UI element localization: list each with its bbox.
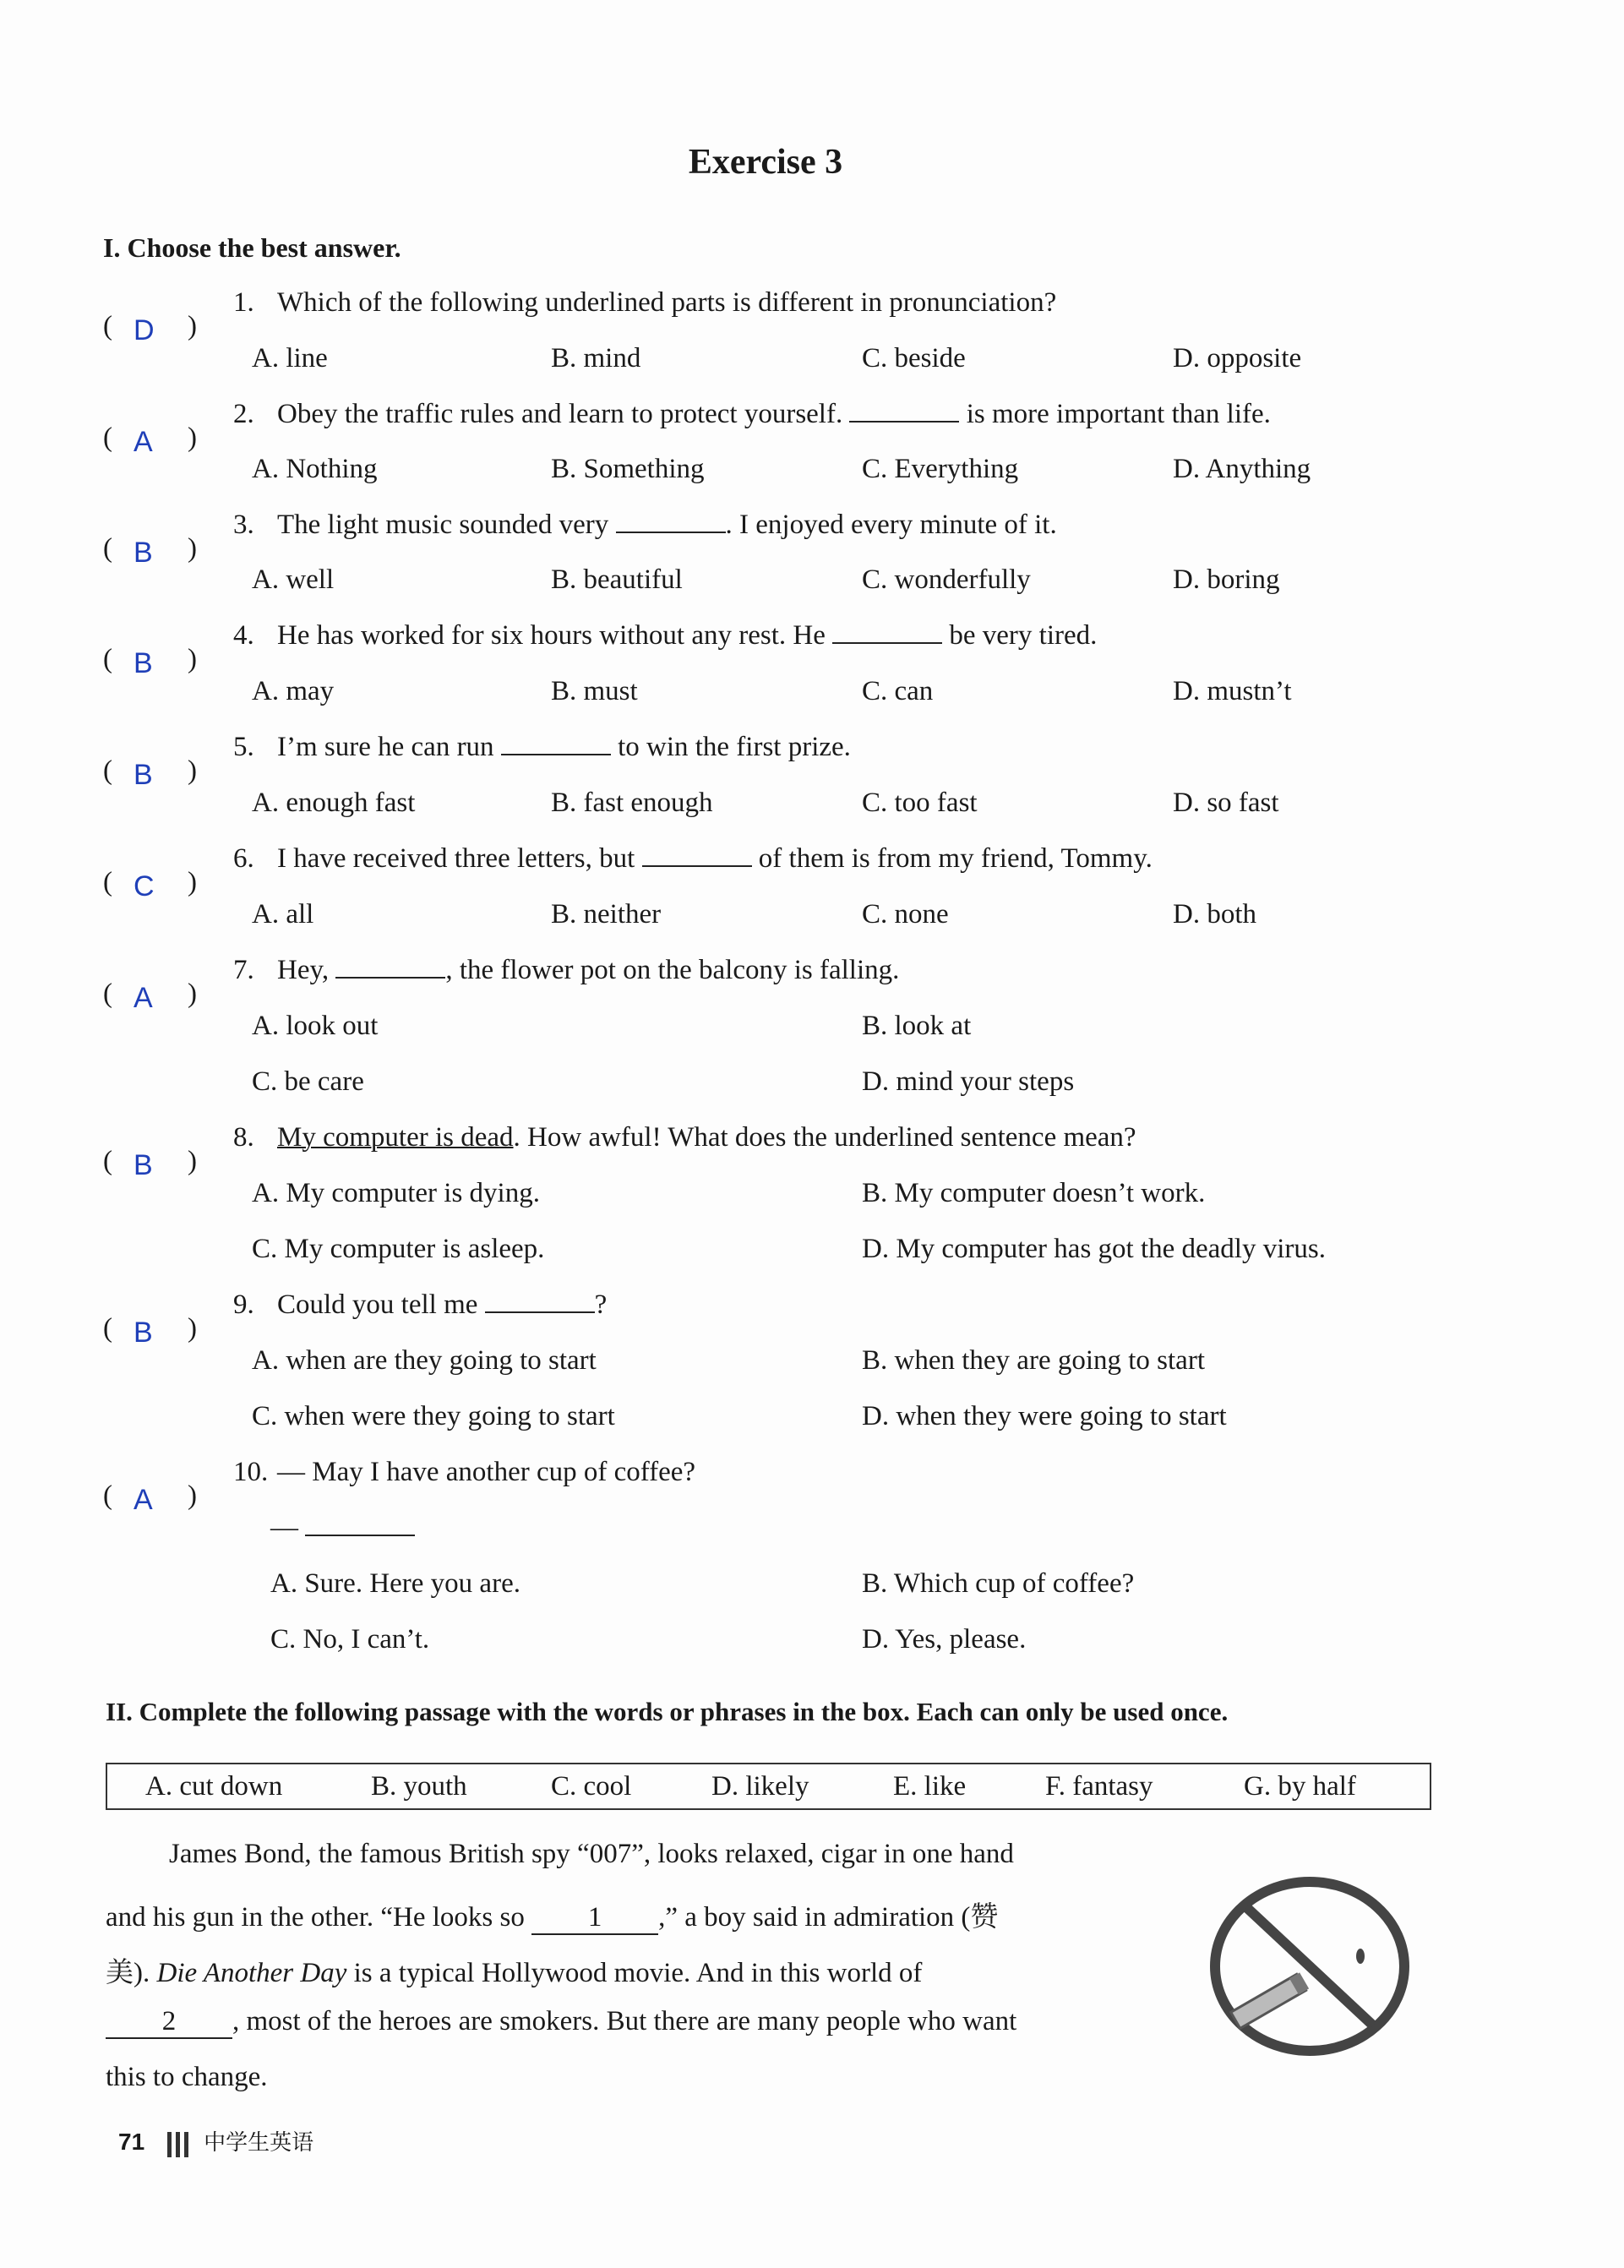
page-number: 71 bbox=[118, 2129, 145, 2155]
answer-9: B bbox=[134, 1317, 153, 1349]
word-box-item: B. youth bbox=[371, 1771, 467, 1802]
blank bbox=[849, 399, 959, 423]
option-b: B. fast enough bbox=[551, 788, 713, 818]
option-a: A. My computer is dying. bbox=[252, 1178, 540, 1208]
word-box-item: E. like bbox=[893, 1771, 967, 1802]
option-a: A. all bbox=[252, 899, 314, 930]
divider-bars-icon bbox=[167, 2129, 193, 2157]
option-c: C. My computer is asleep. bbox=[252, 1234, 545, 1264]
page-title: Exercise 3 bbox=[688, 143, 843, 182]
option-a: A. look out bbox=[252, 1011, 379, 1041]
movie-title: Die Another Day bbox=[156, 1958, 347, 1988]
answer-6: C bbox=[134, 870, 155, 902]
no-smoking-icon bbox=[1204, 1872, 1415, 2062]
option-c: C. can bbox=[862, 676, 934, 706]
blank bbox=[335, 955, 445, 979]
blank bbox=[832, 620, 942, 644]
option-b: B. when they are going to start bbox=[862, 1345, 1205, 1376]
question-5: ( B ) 5. I’m sure he can run to win the first prize. bbox=[103, 732, 851, 791]
option-c: C. when were they going to start bbox=[252, 1401, 615, 1431]
passage-line: this to change. bbox=[106, 2062, 268, 2092]
option-d: D. when they were going to start bbox=[862, 1401, 1227, 1431]
option-b: B. must bbox=[551, 676, 638, 706]
option-c: C. No, I can’t. bbox=[270, 1624, 430, 1655]
question-10: ( A ) 10. — May I have another cup of coffee? bbox=[103, 1457, 696, 1516]
question-1: ( D ) 1. Which of the following underlined parts is different in pronunciation? bbox=[103, 287, 1057, 346]
word-box bbox=[106, 1763, 1431, 1810]
question-2: ( A ) 2. Obey the traffic rules and learn to protect yourself. is more important than life. bbox=[103, 399, 1271, 458]
word-box-item: C. cool bbox=[551, 1771, 632, 1802]
question-6: ( C ) 6. I have received three letters, but of them is from my friend, Tommy. bbox=[103, 843, 1153, 902]
blank bbox=[485, 1289, 595, 1313]
word-box-item: A. cut down bbox=[145, 1771, 283, 1802]
option-d: D. opposite bbox=[1173, 343, 1302, 373]
word-box-item: D. likely bbox=[711, 1771, 809, 1802]
answer-8: B bbox=[134, 1149, 153, 1181]
option-a: A. enough fast bbox=[252, 788, 416, 818]
section-1-heading: I. Choose the best answer. bbox=[103, 232, 401, 263]
word-box-item: F. fantasy bbox=[1045, 1771, 1153, 1802]
book-title: 中学生英语 bbox=[204, 2130, 314, 2156]
option-a: A. well bbox=[252, 564, 335, 595]
option-b: B. My computer doesn’t work. bbox=[862, 1178, 1206, 1208]
question-8: ( B ) 8. My computer is dead. How awful! What does the underlined sentence mean? bbox=[103, 1122, 1136, 1181]
option-b: B. Something bbox=[551, 454, 705, 484]
passage-line: 2 , most of the heroes are smokers. But there are many people who want bbox=[106, 2006, 1016, 2039]
option-d: D. mustn’t bbox=[1173, 676, 1292, 706]
page-footer bbox=[118, 2125, 313, 2157]
option-c: C. none bbox=[862, 899, 949, 930]
answer-4: B bbox=[134, 647, 153, 679]
option-c: C. Everything bbox=[862, 454, 1019, 484]
option-c: C. be care bbox=[252, 1066, 364, 1097]
option-b: B. neither bbox=[551, 899, 662, 930]
option-a: A. line bbox=[252, 343, 328, 373]
answer-5: B bbox=[134, 759, 153, 791]
passage-line: James Bond, the famous British spy “007”, looks relaxed, cigar in one hand bbox=[169, 1839, 1014, 1869]
answer-7: A bbox=[134, 982, 153, 1014]
question-stem: Which of the following underlined parts is different in pronunciation? bbox=[277, 287, 1057, 318]
blank-2: 2 bbox=[106, 2006, 232, 2039]
option-c: C. beside bbox=[862, 343, 966, 373]
option-d: D. boring bbox=[1173, 564, 1280, 595]
option-d: D. My computer has got the deadly virus. bbox=[862, 1234, 1326, 1264]
blank bbox=[616, 510, 726, 533]
section-2-heading: II. Complete the following passage with the words or phrases in the box. Each can only be used once. bbox=[106, 1697, 1229, 1726]
word-box-item: G. by half bbox=[1244, 1771, 1356, 1802]
question-4: ( B ) 4. He has worked for six hours without any rest. He be very tired. bbox=[103, 620, 1098, 679]
option-c: C. wonderfully bbox=[862, 564, 1031, 595]
option-d: D. mind your steps bbox=[862, 1066, 1075, 1097]
blank bbox=[501, 732, 611, 755]
option-b: B. mind bbox=[551, 343, 641, 373]
passage-line: 美). Die Another Day is a typical Hollywood movie. And in this world of bbox=[106, 1958, 923, 1988]
option-a: A. when are they going to start bbox=[252, 1345, 597, 1376]
blank bbox=[305, 1513, 415, 1536]
dialogue-reply: — bbox=[270, 1513, 415, 1544]
option-d: D. both bbox=[1173, 899, 1256, 930]
underlined-sentence: My computer is dead bbox=[277, 1122, 514, 1153]
answer-1: D bbox=[134, 314, 155, 346]
option-b: B. look at bbox=[862, 1011, 972, 1041]
question-7: ( A ) 7. Hey, , the flower pot on the balcony is falling. bbox=[103, 955, 900, 1014]
option-d: D. Anything bbox=[1173, 454, 1311, 484]
passage-line: and his gun in the other. “He looks so 1 ,” a boy said in admiration (赞 bbox=[106, 1895, 998, 1935]
option-a: A. may bbox=[252, 676, 335, 706]
blank-1: 1 bbox=[531, 1902, 658, 1935]
option-c: C. too fast bbox=[862, 788, 978, 818]
option-d: D. Yes, please. bbox=[862, 1624, 1027, 1655]
answer-3: B bbox=[134, 537, 153, 569]
option-a: A. Nothing bbox=[252, 454, 378, 484]
answer-2: A bbox=[134, 426, 153, 458]
answer-10: A bbox=[134, 1484, 153, 1516]
question-3: ( B ) 3. The light music sounded very . I enjoyed every minute of it. bbox=[103, 510, 1057, 569]
question-9: ( B ) 9. Could you tell me ? bbox=[103, 1289, 608, 1349]
option-d: D. so fast bbox=[1173, 788, 1279, 818]
option-b: B. Which cup of coffee? bbox=[862, 1568, 1135, 1599]
blank bbox=[642, 843, 752, 867]
option-a: A. Sure. Here you are. bbox=[270, 1568, 520, 1599]
option-b: B. beautiful bbox=[551, 564, 683, 595]
